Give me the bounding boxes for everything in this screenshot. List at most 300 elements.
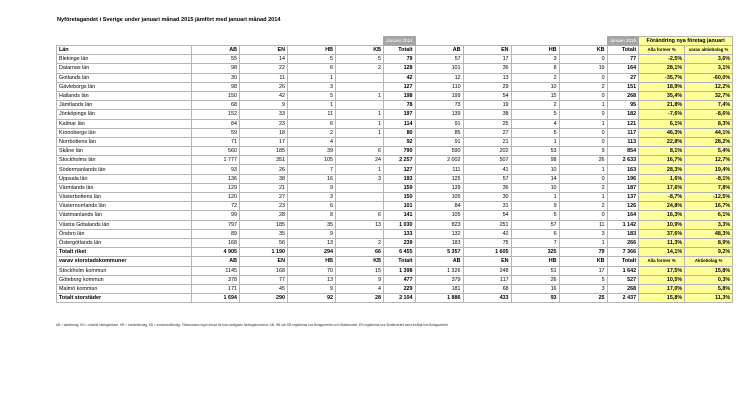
table-row xyxy=(57,202,733,211)
cell-2014-totalt: 80 xyxy=(384,128,416,137)
cell-2015-kb: 79 xyxy=(559,248,607,257)
cell-2014-hb: 294 xyxy=(288,248,336,257)
cell-2014-en: 42 xyxy=(240,91,288,100)
cell-2014-totalt: 2 257 xyxy=(384,156,416,165)
cell-2015-ab: 139 xyxy=(415,183,463,192)
cell-change-aktiebolag: 12,7% xyxy=(685,156,733,165)
cell-2014-ab: 93 xyxy=(192,165,240,174)
cell-2015-totalt: 164 xyxy=(607,64,639,73)
cell-2015-hb: 10 xyxy=(511,183,559,192)
table-row xyxy=(57,91,733,100)
cell-change-aktiebolag: 11,3% xyxy=(685,294,733,303)
cell-2015-totalt: 137 xyxy=(607,193,639,202)
cell-2015-totalt: 196 xyxy=(607,174,639,183)
cell-2014-kb: 2 xyxy=(336,238,384,247)
cell-2015-en: 19 xyxy=(463,101,511,110)
cell-2015-hb: 1 xyxy=(511,193,559,202)
cell-2014-hb: 70 xyxy=(288,266,336,275)
cell-2015-en: 117 xyxy=(463,275,511,284)
cell-2015-en: 433 xyxy=(463,294,511,303)
cell-2015-kb: KB xyxy=(559,257,607,266)
table-row xyxy=(57,55,733,64)
row-label: Gotlands län xyxy=(57,73,192,82)
cell-2015-totalt: 2 437 xyxy=(607,294,639,303)
cell-2015-hb: 53 xyxy=(511,147,559,156)
cell-2014-kb: 6 xyxy=(336,211,384,220)
cell-change-aktiebolag: 5,8% xyxy=(685,284,733,293)
cell-2015-hb: 5 xyxy=(511,128,559,137)
cell-2014-ab: 1145 xyxy=(192,266,240,275)
cell-2014-kb xyxy=(336,101,384,110)
cell-2015-kb: 0 xyxy=(559,73,607,82)
cell-2014-en: 45 xyxy=(240,284,288,293)
cell-2014-kb: 66 xyxy=(336,248,384,257)
cell-2014-kb xyxy=(336,73,384,82)
cell-2015-totalt: 854 xyxy=(607,147,639,156)
cell-2015-en: 41 xyxy=(463,165,511,174)
cell-2015-en: 17 xyxy=(463,55,511,64)
cell-2014-kb xyxy=(336,183,384,192)
jan2015-header: Januari 2015 xyxy=(607,37,639,46)
cell-2015-en: 507 xyxy=(463,156,511,165)
cell-2015-ab: 181 xyxy=(415,284,463,293)
cell-2015-kb: 0 xyxy=(559,128,607,137)
cell-change-alla: 16,3% xyxy=(639,211,685,220)
cell-2014-totalt: 150 xyxy=(384,193,416,202)
cell-2014-en: 23 xyxy=(240,202,288,211)
jan2014-header: Januari 2014 xyxy=(384,37,416,46)
cell-2015-ab: 379 xyxy=(415,275,463,284)
cell-2015-kb: 0 xyxy=(559,137,607,146)
cell-2015-ab: 91 xyxy=(415,119,463,128)
cell-2015-en: 68 xyxy=(463,284,511,293)
cell-2015-kb: 25 xyxy=(559,294,607,303)
cell-2014-kb xyxy=(336,202,384,211)
cell-2015-kb: 3 xyxy=(559,284,607,293)
cell-2014-hb: 35 xyxy=(288,220,336,229)
cell-2015-kb: 17 xyxy=(559,266,607,275)
cell-2015-ab: 1 326 xyxy=(415,266,463,275)
row-label: Stockholms län xyxy=(57,156,192,165)
cell-change-alla: 8,1% xyxy=(639,147,685,156)
row-label: Västra Götalands län xyxy=(57,220,192,229)
cell-2014-en: 35 xyxy=(240,229,288,238)
col-en-2014: EN xyxy=(240,46,288,55)
cell-2015-ab: 1 886 xyxy=(415,294,463,303)
cell-2014-totalt: 197 xyxy=(384,110,416,119)
table-row xyxy=(57,193,733,202)
cell-2015-kb: 0 xyxy=(559,211,607,220)
cell-2014-en: 38 xyxy=(240,174,288,183)
cell-2014-kb xyxy=(336,229,384,238)
cell-2015-en: 42 xyxy=(463,229,511,238)
cell-2014-ab: 168 xyxy=(192,238,240,247)
cell-2015-kb: 11 xyxy=(559,220,607,229)
cell-2014-kb: 1 xyxy=(336,110,384,119)
row-label: Uppsala län xyxy=(57,174,192,183)
cell-2015-totalt: 2 633 xyxy=(607,156,639,165)
cell-change-alla: 17,6% xyxy=(639,183,685,192)
cell-2015-totalt: 151 xyxy=(607,82,639,91)
cell-2015-ab: 73 xyxy=(415,101,463,110)
cell-2014-ab: 55 xyxy=(192,55,240,64)
cell-2015-totalt: 182 xyxy=(607,110,639,119)
table-row xyxy=(57,165,733,174)
cell-2014-hb: 4 xyxy=(288,137,336,146)
cell-2015-kb: 1 xyxy=(559,101,607,110)
cell-2014-hb: 2 xyxy=(288,128,336,137)
col-hb-2014: HB xyxy=(288,46,336,55)
cell-change-alla: 37,6% xyxy=(639,229,685,238)
cell-2014-hb: 6 xyxy=(288,202,336,211)
row-label: Västmanlands län xyxy=(57,211,192,220)
cell-2015-totalt: 113 xyxy=(607,137,639,146)
cell-2014-ab: 1 694 xyxy=(192,294,240,303)
cell-2015-totalt: 1 642 xyxy=(607,266,639,275)
cell-2015-kb: 5 xyxy=(559,275,607,284)
cell-2015-en: 75 xyxy=(463,238,511,247)
cell-2014-hb: 16 xyxy=(288,174,336,183)
cell-2014-hb: 1 xyxy=(288,73,336,82)
cell-2014-ab: 99 xyxy=(192,211,240,220)
cell-2014-en: 290 xyxy=(240,294,288,303)
cell-2015-kb: 2 xyxy=(559,202,607,211)
cell-change-alla: 24,8% xyxy=(639,202,685,211)
cell-2015-kb: 19 xyxy=(559,64,607,73)
cell-2014-en: 77 xyxy=(240,275,288,284)
cell-2015-en: 251 xyxy=(463,220,511,229)
cell-2015-hb: 16 xyxy=(511,284,559,293)
cell-change-alla: 28,1% xyxy=(639,64,685,73)
cell-2015-totalt: 268 xyxy=(607,284,639,293)
cell-2014-hb: 13 xyxy=(288,238,336,247)
row-label: Kalmar län xyxy=(57,119,192,128)
cell-change-alla: 1,6% xyxy=(639,174,685,183)
row-label: Östergötlands län xyxy=(57,238,192,247)
cell-2014-ab: 68 xyxy=(192,101,240,110)
cell-2014-kb: 6 xyxy=(336,147,384,156)
cell-change-aktiebolag: 8,9% xyxy=(685,238,733,247)
cell-change-alla: 14,1% xyxy=(639,248,685,257)
cell-2015-hb: 4 xyxy=(511,119,559,128)
cell-2014-kb: 3 xyxy=(336,174,384,183)
cell-2015-ab: 91 xyxy=(415,137,463,146)
row-label: Västernorrlands län xyxy=(57,202,192,211)
table-row xyxy=(57,101,733,110)
cell-2015-ab: 101 xyxy=(415,64,463,73)
cell-2015-hb: 2 xyxy=(511,73,559,82)
cell-2015-kb: 9 xyxy=(559,147,607,156)
cell-2014-hb: 3 xyxy=(288,82,336,91)
cell-2014-ab: 1 777 xyxy=(192,156,240,165)
cell-change-alla: -2,5% xyxy=(639,55,685,64)
total-storstader-row xyxy=(57,294,733,303)
cell-2015-kb: 26 xyxy=(559,156,607,165)
table-row xyxy=(57,119,733,128)
cell-2015-hb: 98 xyxy=(511,156,559,165)
cell-2014-kb: 1 xyxy=(336,119,384,128)
row-label: Södermanlands län xyxy=(57,165,192,174)
row-label: Jönköpings län xyxy=(57,110,192,119)
cell-change-alla: 46,3% xyxy=(639,128,685,137)
cell-2014-kb xyxy=(336,193,384,202)
cell-2014-ab: 150 xyxy=(192,91,240,100)
cell-2014-totalt: 1 398 xyxy=(384,266,416,275)
cell-2014-totalt: 79 xyxy=(384,55,416,64)
cell-2015-en: 36 xyxy=(463,183,511,192)
cell-2014-kb: 15 xyxy=(336,266,384,275)
cell-2014-kb: 9 xyxy=(336,275,384,284)
cell-change-alla: 6,1% xyxy=(639,119,685,128)
cell-2015-ab: 85 xyxy=(415,128,463,137)
cell-2014-totalt: 477 xyxy=(384,275,416,284)
col-totalt-2015: Totalt xyxy=(607,46,639,55)
cell-2014-ab: AB xyxy=(192,257,240,266)
cell-change-alla: 21,8% xyxy=(639,101,685,110)
table-row xyxy=(57,183,733,192)
storstad-header-row xyxy=(57,257,733,266)
cell-2015-ab: 823 xyxy=(415,220,463,229)
cell-2015-kb: 1 xyxy=(559,238,607,247)
cell-2015-ab: 132 xyxy=(415,229,463,238)
cell-change-aktiebolag: 9,2% xyxy=(685,248,733,257)
row-label: Stockholm kommun xyxy=(57,266,192,275)
cell-2015-en: 202 xyxy=(463,147,511,156)
cell-2014-ab: 59 xyxy=(192,128,240,137)
cell-change-aktiebolag: -60,0% xyxy=(685,73,733,82)
cell-change-aktiebolag: 8,3% xyxy=(685,119,733,128)
cell-2014-en: 27 xyxy=(240,193,288,202)
cell-2014-en: 33 xyxy=(240,110,288,119)
col-ab-2014: AB xyxy=(192,46,240,55)
cell-2015-en: 29 xyxy=(463,82,511,91)
cell-2014-en: EN xyxy=(240,257,288,266)
table-row xyxy=(57,147,733,156)
cell-2015-totalt: 187 xyxy=(607,183,639,192)
cell-2014-totalt: 141 xyxy=(384,211,416,220)
row-label: Gävleborgs län xyxy=(57,82,192,91)
cell-2014-totalt: 92 xyxy=(384,137,416,146)
cell-2015-hb: HB xyxy=(511,257,559,266)
cell-2014-en: 21 xyxy=(240,183,288,192)
row-label: Totalt storstäder xyxy=(57,294,192,303)
column-header-row xyxy=(57,46,733,55)
cell-2015-ab: 199 xyxy=(415,91,463,100)
cell-2015-ab: 590 xyxy=(415,147,463,156)
cell-2014-totalt: 114 xyxy=(384,119,416,128)
cell-2015-en: 31 xyxy=(463,202,511,211)
cell-2015-kb: 0 xyxy=(559,91,607,100)
cell-change-alla: 28,3% xyxy=(639,165,685,174)
cell-2015-en: EN xyxy=(463,257,511,266)
cell-change-alla: 35,4% xyxy=(639,91,685,100)
row-label: Malmö kommun xyxy=(57,284,192,293)
cell-2015-ab: 12 xyxy=(415,73,463,82)
cell-2015-totalt: 266 xyxy=(607,238,639,247)
cell-2015-ab: 139 xyxy=(415,110,463,119)
cell-2015-totalt: 164 xyxy=(607,211,639,220)
cell-change-alla: 22,8% xyxy=(639,137,685,146)
cell-2014-kb: 1 xyxy=(336,128,384,137)
cell-2015-hb: 26 xyxy=(511,275,559,284)
cell-2015-en: 38 xyxy=(463,110,511,119)
row-label: Skåne län xyxy=(57,147,192,156)
cell-2015-hb: 93 xyxy=(511,294,559,303)
cell-2014-en: 28 xyxy=(240,211,288,220)
table-row xyxy=(57,266,733,275)
cell-change-aktiebolag: 5,4% xyxy=(685,147,733,156)
cell-2014-hb: 6 xyxy=(288,64,336,73)
cell-2015-totalt: 126 xyxy=(607,202,639,211)
cell-2015-ab: 111 xyxy=(415,165,463,174)
cell-2014-hb: 8 xyxy=(288,211,336,220)
cell-2015-totalt: 163 xyxy=(607,165,639,174)
cell-2015-hb: 1 xyxy=(511,137,559,146)
cell-change-aktiebolag: 6,1% xyxy=(685,211,733,220)
table-row xyxy=(57,275,733,284)
cell-2014-hb: 11 xyxy=(288,110,336,119)
cell-2015-hb: 325 xyxy=(511,248,559,257)
cell-change-aktiebolag: 12,2% xyxy=(685,82,733,91)
cell-2014-kb: 2 xyxy=(336,64,384,73)
cell-2014-en: 185 xyxy=(240,147,288,156)
cell-2015-totalt: 268 xyxy=(607,91,639,100)
cell-change-aktiebolag: 16,7% xyxy=(685,202,733,211)
cell-2015-hb: 9 xyxy=(511,202,559,211)
cell-2015-en: 54 xyxy=(463,91,511,100)
cell-2015-totalt: 1 142 xyxy=(607,220,639,229)
cell-2014-en: 22 xyxy=(240,64,288,73)
col-kb-2014: KB xyxy=(336,46,384,55)
cell-2014-hb: 92 xyxy=(288,294,336,303)
cell-2014-hb: 1 xyxy=(288,101,336,110)
cell-change-aktiebolag: 15,8% xyxy=(685,266,733,275)
row-label: Västerbottens län xyxy=(57,193,192,202)
cell-2014-totalt: 101 xyxy=(384,202,416,211)
cell-2014-ab: 171 xyxy=(192,284,240,293)
cell-2014-totalt: 1 030 xyxy=(384,220,416,229)
cell-2014-en: 185 xyxy=(240,220,288,229)
cell-2015-en: 1 605 xyxy=(463,248,511,257)
cell-2014-en: 17 xyxy=(240,137,288,146)
cell-2015-en: 21 xyxy=(463,137,511,146)
row-label: Totalt riket xyxy=(57,248,192,257)
cell-2015-en: 36 xyxy=(463,64,511,73)
col-kb-2015: KB xyxy=(559,46,607,55)
table-row xyxy=(57,284,733,293)
cell-2014-kb: 1 xyxy=(336,91,384,100)
row-label: Göteborg kommun xyxy=(57,275,192,284)
cell-2014-kb xyxy=(336,82,384,91)
cell-2015-kb: 0 xyxy=(559,55,607,64)
cell-2014-ab: 378 xyxy=(192,275,240,284)
cell-2015-ab: 110 xyxy=(415,82,463,91)
cell-2014-totalt: Totalt xyxy=(384,257,416,266)
table-row xyxy=(57,211,733,220)
cell-2014-en: 351 xyxy=(240,156,288,165)
cell-2015-hb: 6 xyxy=(511,229,559,238)
cell-2015-hb: 15 xyxy=(511,91,559,100)
change-header: Förändring nya företag januari xyxy=(639,37,733,46)
cell-2015-ab: 84 xyxy=(415,202,463,211)
cell-2015-en: 57 xyxy=(463,174,511,183)
cell-2014-totalt: 78 xyxy=(384,101,416,110)
cell-2014-kb xyxy=(336,137,384,146)
cell-2015-hb: 3 xyxy=(511,55,559,64)
cell-2014-en: 18 xyxy=(240,128,288,137)
cell-change-aktiebolag: 48,3% xyxy=(685,229,733,238)
cell-2015-hb: 8 xyxy=(511,64,559,73)
cell-2015-hb: 5 xyxy=(511,110,559,119)
table-row xyxy=(57,220,733,229)
row-label: Örebro län xyxy=(57,229,192,238)
table-row xyxy=(57,156,733,165)
cell-2015-ab: 105 xyxy=(415,211,463,220)
cell-2015-totalt: 121 xyxy=(607,119,639,128)
cell-2014-en: 9 xyxy=(240,101,288,110)
row-label: Hallands län xyxy=(57,91,192,100)
cell-2014-kb: 1 xyxy=(336,165,384,174)
cell-change-aktiebolag: 7,8% xyxy=(685,183,733,192)
cell-2015-kb: 1 xyxy=(559,119,607,128)
cell-2014-hb: 5 xyxy=(288,91,336,100)
cell-2015-kb: 0 xyxy=(559,110,607,119)
row-label: Norrbottens län xyxy=(57,137,192,146)
col-hb-2015: HB xyxy=(511,46,559,55)
cell-change-alla: Alla former % xyxy=(639,257,685,266)
cell-2015-kb: 2 xyxy=(559,82,607,91)
table-row xyxy=(57,174,733,183)
cell-2014-totalt: 6 455 xyxy=(384,248,416,257)
cell-2015-hb: 10 xyxy=(511,165,559,174)
cell-change-alla: -35,7% xyxy=(639,73,685,82)
cell-2015-ab: 125 xyxy=(415,174,463,183)
page-title: Nyföretagandet i Sverige under januari månad 2015 jämfört med januari månad 2014 xyxy=(57,17,281,23)
cell-2014-totalt: 193 xyxy=(384,174,416,183)
cell-2014-en: 11 xyxy=(240,73,288,82)
cell-2014-ab: 89 xyxy=(192,229,240,238)
cell-change-alla: 16,7% xyxy=(639,156,685,165)
cell-2015-kb: 0 xyxy=(559,174,607,183)
cell-2015-hb: 5 xyxy=(511,211,559,220)
col-ab-2015: AB xyxy=(415,46,463,55)
cell-2014-en: 23 xyxy=(240,119,288,128)
cell-2014-totalt: 2 104 xyxy=(384,294,416,303)
cell-2015-totalt: 7 366 xyxy=(607,248,639,257)
cell-2015-ab: AB xyxy=(415,257,463,266)
cell-2014-hb: 9 xyxy=(288,183,336,192)
cell-change-aktiebolag: 44,1% xyxy=(685,128,733,137)
cell-2015-ab: 2 002 xyxy=(415,156,463,165)
cell-2014-en: 56 xyxy=(240,238,288,247)
cell-2014-hb: 7 xyxy=(288,165,336,174)
cell-2015-hb: 14 xyxy=(511,174,559,183)
cell-2015-kb: 1 xyxy=(559,193,607,202)
table-row xyxy=(57,110,733,119)
col-en-2015: EN xyxy=(463,46,511,55)
cell-2015-hb: 51 xyxy=(511,266,559,275)
cell-change-aktiebolag: 19,4% xyxy=(685,165,733,174)
col-aktiebolag: varav aktiebolag % xyxy=(685,46,733,55)
cell-2015-en: 248 xyxy=(463,266,511,275)
cell-2014-hb: HB xyxy=(288,257,336,266)
cell-change-aktiebolag: Aktiebolag % xyxy=(685,257,733,266)
cell-2014-hb: 5 xyxy=(288,55,336,64)
row-label: Värmlands län xyxy=(57,183,192,192)
table-row xyxy=(57,64,733,73)
cell-2014-ab: 560 xyxy=(192,147,240,156)
cell-2014-totalt: 790 xyxy=(384,147,416,156)
